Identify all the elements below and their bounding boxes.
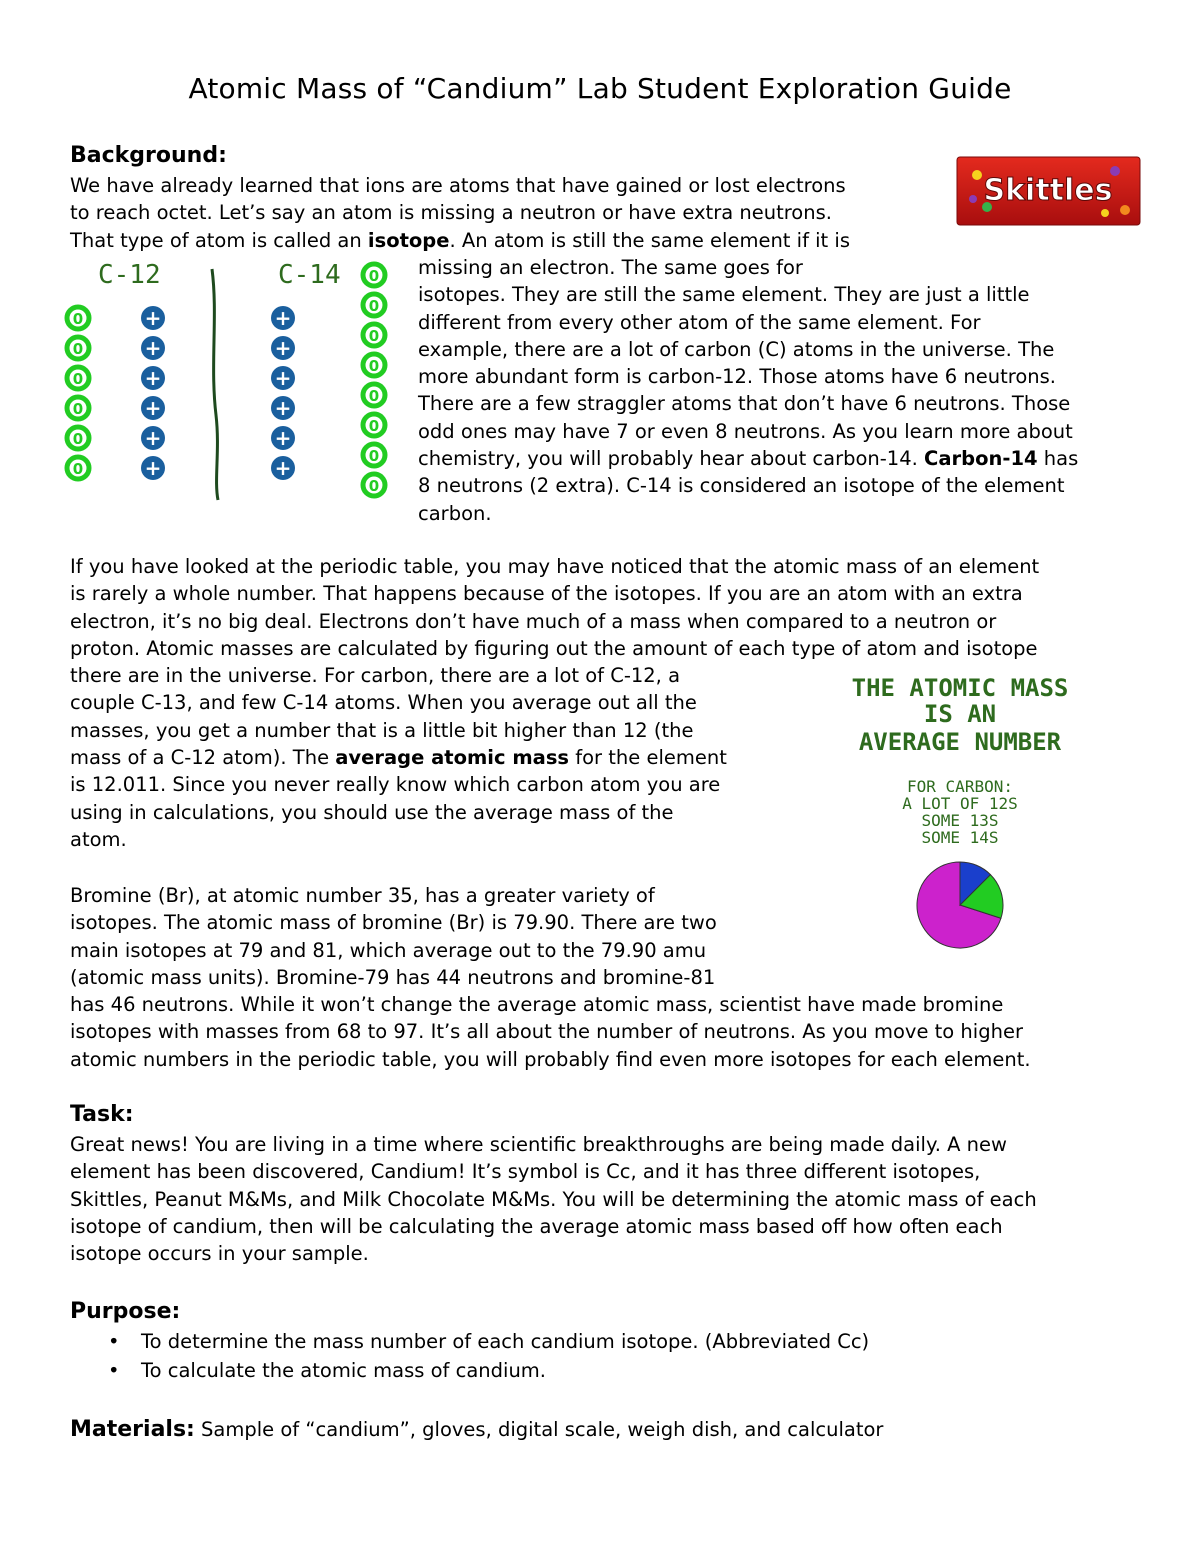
- bromine-line-7: atomic numbers in the periodic table, you will probably find even more isotopes for each element.: [70, 1047, 1031, 1071]
- c14-protons: [271, 306, 295, 480]
- svg-text:+: +: [144, 456, 162, 480]
- svg-text:0: 0: [368, 297, 380, 315]
- svg-text:0: 0: [72, 310, 84, 328]
- neutron-icon: [67, 337, 89, 359]
- proton-icon: [271, 306, 295, 330]
- bromine-line-4: (atomic mass units). Bromine-79 has 44 neutrons and bromine-81: [70, 965, 716, 989]
- background-line-2: to reach octet. Let’s say an atom is missing a neutron or have extra neutrons.: [70, 201, 832, 225]
- bromine-paragraph: [70, 882, 1031, 1073]
- periodic-line-6: couple C-13, and few C-14 atoms. When you average out all the: [70, 691, 697, 715]
- bromine-line-5: has 46 neutrons. While it won’t change the average atomic mass, scientist have made bromine: [70, 993, 1004, 1017]
- neutron-icon: [363, 384, 385, 406]
- svg-text:+: +: [144, 366, 162, 390]
- purpose-bullet-1: •: [108, 1330, 120, 1353]
- bromine-line-1: Bromine (Br), at atomic number 35, has a greater variety of: [70, 884, 655, 907]
- proton-icon: [141, 426, 165, 450]
- svg-text:0: 0: [72, 400, 84, 418]
- avg-sub-1: FOR CARBON:: [907, 777, 1013, 796]
- periodic-line-9: is 12.011. Since you never really know which carbon atom you are: [70, 773, 721, 797]
- svg-text:0: 0: [368, 417, 380, 435]
- proton-icon: [141, 336, 165, 360]
- neutron-icon: [67, 457, 89, 479]
- avg-sub-4: SOME 14S: [921, 828, 999, 847]
- avg-sub-2: A LOT OF 12S: [902, 794, 1018, 813]
- neutron-icon: [363, 264, 385, 286]
- svg-text:0: 0: [368, 327, 380, 345]
- proton-icon: [271, 396, 295, 420]
- svg-text:0: 0: [72, 430, 84, 448]
- periodic-line-2: is rarely a whole number. That happens because of the isotopes. If you are an atom with an extra: [70, 582, 1023, 606]
- divider-line: [212, 269, 218, 500]
- neutron-icon: [67, 367, 89, 389]
- avg-heading-3: AVERAGE NUMBER: [858, 728, 1062, 756]
- isotope-line-4: example, there are a lot of carbon (C) atoms in the universe. The: [418, 337, 1055, 361]
- periodic-line-1: If you have looked at the periodic table, you may have noticed that the atomic mass of an element: [70, 555, 1040, 578]
- task-line-1: Great news! You are living in a time where scientific breakthroughs are being made daily. A new: [70, 1133, 1007, 1156]
- neutron-icon: [67, 397, 89, 419]
- proton-icon: [271, 426, 295, 450]
- svg-text:+: +: [274, 366, 292, 390]
- task-paragraph: [70, 1131, 1037, 1267]
- periodic-line-8: mass of a C-12 atom). The average atomic mass for the element: [70, 746, 727, 770]
- neutron-icon: [363, 444, 385, 466]
- isotope-line-1: missing an electron. The same goes for: [418, 256, 803, 279]
- isotope-line-2: isotopes. They are still the same element. They are just a little: [418, 283, 1030, 307]
- task-line-2: element has been discovered, Candium! It’s symbol is Cc, and it has three different isotopes,: [70, 1160, 981, 1184]
- svg-text:+: +: [274, 396, 292, 420]
- task-line-4: isotope of candium, then will be calculating the average atomic mass based off how often each: [70, 1214, 1003, 1238]
- svg-text:0: 0: [368, 477, 380, 495]
- bromine-line-6: isotopes with masses from 68 to 97. It’s all about the number of neutrons. As you move to higher: [70, 1020, 1023, 1044]
- svg-text:0: 0: [368, 387, 380, 405]
- avg-heading-1: THE ATOMIC MASS: [851, 674, 1069, 702]
- avg-heading-2: IS AN: [923, 700, 997, 728]
- purpose-item-1: To determine the mass number of each candium isotope. (Abbreviated Cc): [141, 1330, 870, 1353]
- proton-icon: [271, 336, 295, 360]
- purpose-item-2: To calculate the atomic mass of candium.: [141, 1359, 546, 1382]
- svg-text:+: +: [274, 306, 292, 330]
- neutron-icon: [363, 474, 385, 496]
- purpose-bullet-2: •: [108, 1359, 120, 1382]
- svg-text:+: +: [144, 306, 162, 330]
- svg-text:+: +: [274, 426, 292, 450]
- svg-text:0: 0: [72, 340, 84, 358]
- svg-text:+: +: [274, 456, 292, 480]
- background-line-3: That type of atom is called an isotope. An atom is still the same element if it is: [70, 228, 850, 252]
- isotope-line-7: odd ones may have 7 or even 8 neutrons. As you learn more about: [418, 419, 1073, 443]
- periodic-line-3: electron, it’s no big deal. Electrons don’t have much of a mass when compared to a neutron or: [70, 609, 997, 633]
- neutron-icon: [363, 324, 385, 346]
- proton-icon: [271, 456, 295, 480]
- avg-sub-3: SOME 13S: [921, 811, 999, 830]
- svg-text:0: 0: [368, 357, 380, 375]
- proton-icon: [141, 456, 165, 480]
- neutron-icon: [67, 307, 89, 329]
- proton-icon: [141, 366, 165, 390]
- periodic-line-5: there are in the universe. For carbon, there are a lot of C-12, a: [70, 664, 681, 688]
- average-atomic-mass-term: average atomic mass: [335, 746, 570, 770]
- c12-label: C-12: [98, 260, 161, 290]
- isotope-line-3: different from every other atom of the same element. For: [418, 310, 981, 334]
- proton-icon: [271, 366, 295, 390]
- isotope-line-6: There are a few straggler atoms that don’t have 6 neutrons. Those: [418, 392, 1071, 416]
- isotope-line-10: carbon.: [418, 501, 492, 525]
- svg-text:+: +: [144, 396, 162, 420]
- svg-text:0: 0: [72, 460, 84, 478]
- carbon-14-term: Carbon-14: [924, 447, 1038, 471]
- proton-icon: [141, 396, 165, 420]
- svg-text:0: 0: [368, 267, 380, 285]
- neutron-icon: [363, 354, 385, 376]
- isotope-paragraph: [418, 254, 1078, 527]
- svg-text:0: 0: [368, 447, 380, 465]
- bromine-line-3: main isotopes at 79 and 81, which average out to the 79.90 amu: [70, 938, 707, 962]
- c14-label: C-14: [278, 260, 341, 290]
- background-line-1: We have already learned that ions are atoms that have gained or lost electrons: [70, 174, 846, 197]
- isotope-line-8: chemistry, you will probably hear about carbon-14. Carbon-14 has: [418, 447, 1079, 471]
- task-line-3: Skittles, Peanut M&Ms, and Milk Chocolate M&Ms. You will be determining the atomic mass of each: [70, 1187, 1037, 1211]
- background-heading: Background:: [70, 143, 227, 168]
- background-intro: [70, 172, 850, 254]
- svg-text:0: 0: [72, 370, 84, 388]
- periodic-line-7: masses, you get a number that is a little bit higher than 12 (the: [70, 718, 694, 742]
- task-heading: Task:: [70, 1102, 134, 1127]
- c12-protons: [141, 306, 165, 480]
- c14-neutrons: [363, 264, 385, 496]
- svg-text:+: +: [144, 426, 162, 450]
- isotope-line-5: more abundant form is carbon-12. Those atoms have 6 neutrons.: [418, 365, 1057, 389]
- proton-icon: [141, 306, 165, 330]
- isotope-line-9: 8 neutrons (2 extra). C-14 is considered an isotope of the element: [418, 474, 1065, 498]
- periodic-line-10: using in calculations, you should use the average mass of the: [70, 800, 674, 824]
- isotope-term: isotope: [367, 228, 450, 252]
- purpose-heading: Purpose:: [70, 1299, 181, 1324]
- bromine-line-2: isotopes. The atomic mass of bromine (Br) is 79.90. There are two: [70, 911, 717, 935]
- neutron-icon: [67, 427, 89, 449]
- atoms-figure: [60, 255, 400, 505]
- skittles-logo-text: Skittles: [983, 173, 1113, 208]
- skittles-logo: [955, 155, 1142, 227]
- page-title: Atomic Mass of “Candium” Lab Student Exploration Guide: [188, 72, 1012, 105]
- svg-text:+: +: [274, 336, 292, 360]
- periodic-line-4: proton. Atomic masses are calculated by figuring out the amount of each type of atom and isotope: [70, 636, 1038, 660]
- materials-text: Sample of “candium”, gloves, digital scale, weigh dish, and calculator: [194, 1418, 884, 1441]
- materials-label: Materials:: [70, 1417, 195, 1442]
- c12-neutrons: [67, 307, 89, 479]
- task-line-5: isotope occurs in your sample.: [70, 1242, 369, 1266]
- materials-line: [70, 1416, 883, 1443]
- periodic-line-11: atom.: [70, 827, 127, 851]
- svg-text:+: +: [144, 336, 162, 360]
- neutron-icon: [363, 294, 385, 316]
- neutron-icon: [363, 414, 385, 436]
